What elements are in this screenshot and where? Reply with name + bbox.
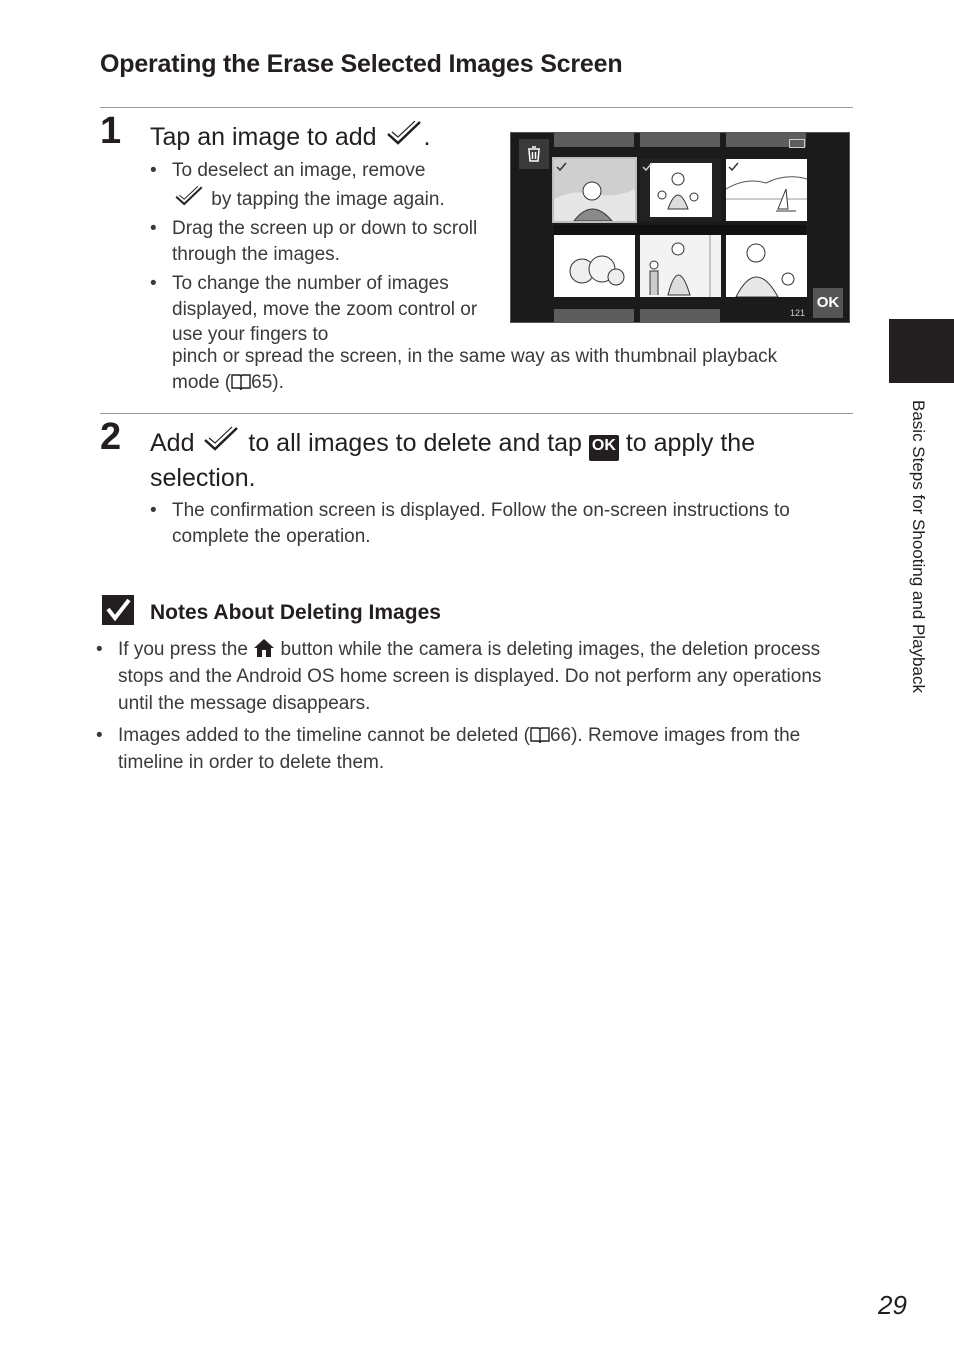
bullet-text: by tapping the image again. [211,188,445,210]
divider [100,413,853,414]
list-item: • To deselect an image, remove by tapping the image again. [150,160,445,210]
trash-icon[interactable] [519,139,549,169]
notes-title: Notes About Deleting Images [150,601,441,624]
ok-icon: OK [589,435,619,461]
step-1-number: 1 [100,110,122,152]
thumbnail-image[interactable] [554,235,635,297]
bullet-text: Images added to the timeline cannot be deleted ( [118,725,530,746]
check-icon [201,424,241,454]
list-item: • Drag the screen up or down to scroll through the images. [150,218,478,265]
divider [100,107,853,108]
chapter-label: Basic Steps for Shooting and Playback [909,400,928,693]
check-icon [172,184,206,208]
notes-bullets [96,636,856,780]
bullet-text: button while the camera is deleting images, the deletion process stops and the Android OS home screen is displayed. Do not perform any operations until the message disappears. [118,639,822,714]
step-2-heading-text: selection. [150,464,256,492]
section-title: Operating the Erase Selected Images Screen [100,50,623,78]
bullet-continuation [172,344,852,395]
home-icon [253,638,275,658]
thumbnail-image[interactable] [554,159,635,221]
scroll-bar-segment [640,309,720,323]
scroll-bar-segment [554,309,634,323]
thumbnail-image[interactable] [726,159,807,221]
chapter-tab [889,319,954,383]
bullet-text: Drag the screen up or down to scroll through the images. [172,218,478,265]
page-ref: 65 [251,371,273,393]
camera-screen [510,132,850,323]
page-number: 29 [878,1290,907,1320]
bullet-text: pinch or spread the screen, in the same way as with thumbnail playback [172,346,778,367]
step-2-heading-text: to apply the [625,429,756,457]
step-1-bullets [150,158,480,348]
bullet-text: mode ( [172,371,232,393]
ok-button[interactable]: OK [813,288,843,318]
bullet-text [172,370,852,396]
thumbnail-image[interactable] [640,159,721,221]
step-1-heading-text: Tap an image to add [150,123,377,151]
scroll-bar-segment [640,133,720,147]
step-2-number: 2 [100,416,122,458]
scroll-bar-segment [554,133,634,147]
step-2-bullets [150,498,840,553]
row-gap [554,225,806,235]
list-item: • If you press the button while the camera is deleting images, the deletion process stops and the Android OS home screen is displayed. Do not perform any operations until the message disappears. [96,639,822,714]
note-check-icon [102,595,134,625]
book-icon [530,726,550,744]
step-2-heading-text: Add [150,429,195,457]
list-item: • The confirmation screen is displayed. Follow the on-screen instructions to complete the operation. [150,500,790,547]
page-ref: 66 [549,725,572,746]
list-item: • Images added to the timeline cannot be deleted ( 66). Remove images from the timeline in order to delete them. [96,725,801,773]
bullet-text: The confirmation screen is displayed. Follow the on-screen instructions to complete the operation. [172,500,790,547]
bullet-text: If you press the [118,639,248,660]
thumbnail-image[interactable] [640,235,721,297]
thumbnail-image[interactable] [726,235,807,297]
bullet-text: ). [272,371,284,393]
bullet-text: To deselect an image, remove [172,160,426,181]
step-1-heading-period: . [423,123,431,151]
step-2-heading [150,424,850,495]
battery-icon [789,139,805,148]
check-icon [384,118,424,148]
bullet-text: ). Remove images from the timeline in order to delete them. [118,725,801,773]
bullet-text: To change the number of images displayed, move the zoom control or use your fingers to [172,273,478,345]
book-icon [231,373,251,391]
step-2-heading-text: to all images to delete and tap [248,429,582,457]
list-item: • To change the number of images displayed, move the zoom control or use your fingers to [150,273,478,345]
step-1-heading [150,118,430,154]
image-counter: 121 [789,308,805,318]
